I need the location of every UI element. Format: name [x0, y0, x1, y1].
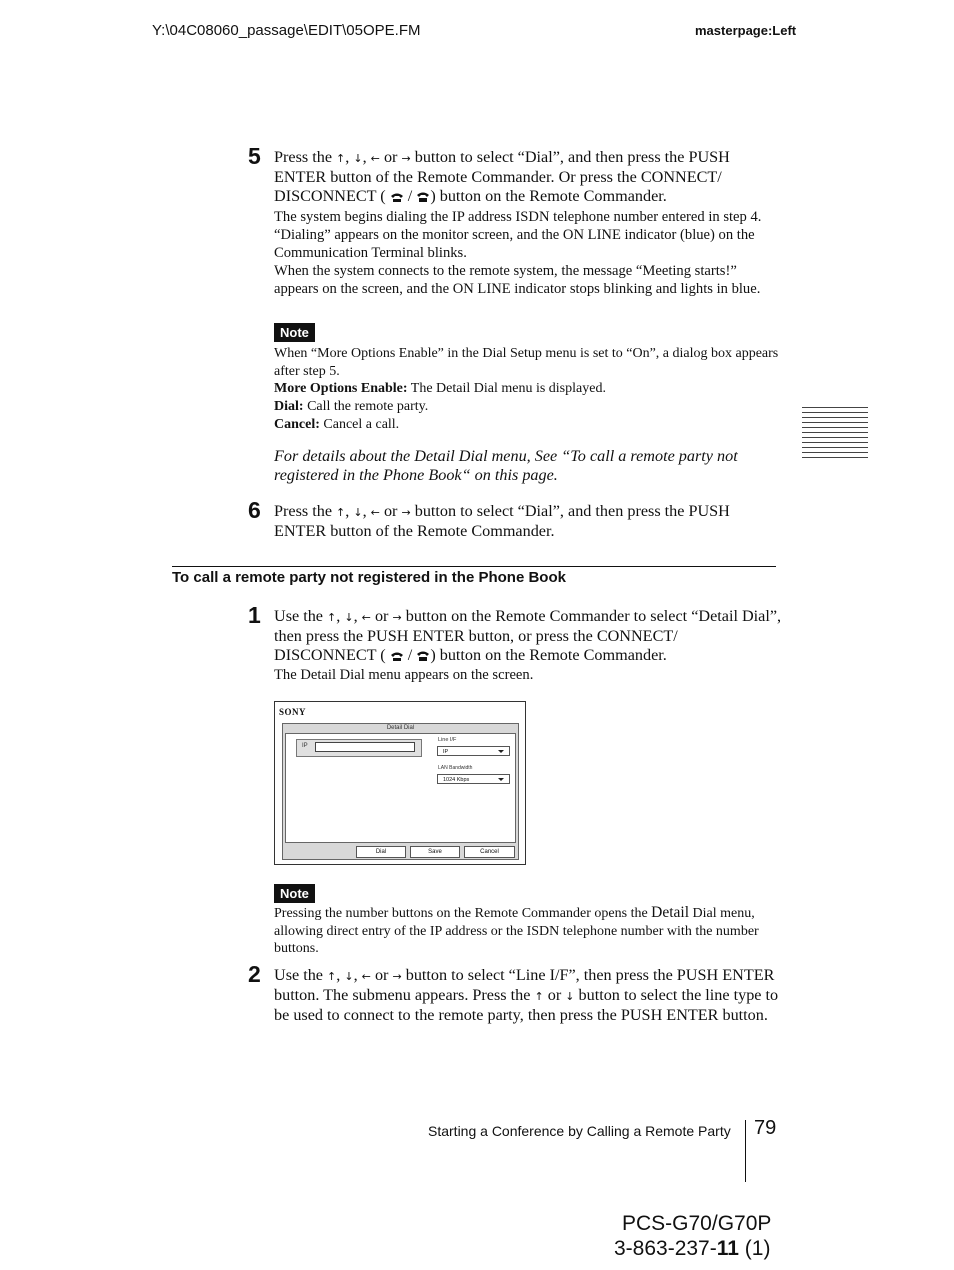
option-text: Call the remote party.: [303, 399, 429, 414]
chevron-down-icon: [498, 778, 504, 781]
note-1-option-dial: [274, 398, 779, 416]
step-1-slash: /: [407, 646, 413, 664]
code-suffix: (1): [738, 1237, 771, 1260]
option-label: More Options Enable:: [274, 381, 408, 396]
step-5-text-or: or: [383, 148, 398, 166]
step-6-instruction: Press the ↑, ↓, ← or → button to select “Dial”, and then press the PUSH ENTER button of the Remote Commander.: [274, 502, 730, 540]
note-1-option-cancel: [274, 416, 779, 434]
option-label: Dial:: [274, 399, 304, 414]
right-arrow-icon: →: [392, 611, 402, 624]
lan-bandwidth-select[interactable]: [437, 774, 510, 784]
up-arrow-icon: ↑: [336, 506, 346, 519]
left-arrow-icon: ←: [361, 970, 371, 983]
phone-handset-icon: [390, 651, 404, 662]
phone-hangup-icon: [416, 651, 430, 662]
step-1-text-b: button on the Remote Commander to select “Detail Dial”, then press the PUSH ENTER button, or press the CONNECT/ DISCONNECT (: [274, 607, 782, 664]
step-number-2: 2: [248, 961, 261, 987]
step-6-text-a: Press the: [274, 502, 332, 520]
step-5-detail-2: When the system connects to the remote system, the message “Meeting starts!” appears on the screen, and the ON LINE indicator stops blinking and lights in blue.: [274, 263, 761, 297]
save-button[interactable]: Save: [410, 846, 460, 858]
code-prefix: 3-863-237-: [614, 1237, 717, 1260]
note-1-text: When “More Options Enable” in the Dial Setup menu is set to “On”, a dialog box appears after step 5.: [274, 346, 779, 379]
step-5-text-c: ) button on the Remote Commander.: [430, 187, 667, 205]
step-6-text-or: or: [383, 502, 398, 520]
model-number: PCS-G70/G70P: [622, 1212, 772, 1235]
right-arrow-icon: →: [401, 152, 411, 165]
left-arrow-icon: ←: [370, 152, 380, 165]
down-arrow-icon: ↓: [344, 611, 354, 624]
step-5-slash: /: [407, 187, 413, 205]
step-2-text-c: button to select the line type to be used to connect to the remote party, then press the PUSH ENTER button.: [274, 986, 779, 1024]
phone-hangup-icon: [416, 192, 430, 203]
cancel-button[interactable]: Cancel: [464, 846, 515, 858]
line-if-select[interactable]: [437, 746, 510, 756]
step-number-5: 5: [248, 143, 261, 169]
up-arrow-icon: ↑: [534, 990, 544, 1003]
step-1-detail: The Detail Dial menu appears on the screen.: [274, 667, 534, 683]
lan-bandwidth-value: 1024 Kbps: [443, 777, 470, 783]
window-title: Detail Dial: [386, 725, 415, 731]
detail-dial-screen: [274, 701, 526, 865]
step-5-detail-1: The system begins dialing the IP address ISDN telephone number entered in step 4. “Dialing” appears on the monitor screen, and the ON LINE indicator (blue) on the Communication Terminal blinks.: [274, 209, 762, 261]
down-arrow-icon: ↓: [353, 152, 363, 165]
chevron-down-icon: [498, 750, 504, 753]
step-2-text-or: or: [374, 966, 389, 984]
option-label: Cancel:: [274, 417, 320, 432]
up-arrow-icon: ↑: [327, 970, 337, 983]
step-1-text-or: or: [374, 607, 389, 625]
step-1-instruction: Use the ↑, ↓, ← or → button on the Remote Commander to select “Detail Dial”, then press the PUSH ENTER button, or press the CONNECT/ DISCONNECT ( / ) button on the Remote Commander.: [274, 607, 782, 664]
ip-label: IP: [302, 743, 308, 749]
left-arrow-icon: ←: [361, 611, 371, 624]
step-2-text-a: Use the: [274, 966, 323, 984]
document-code: [614, 1237, 770, 1261]
step-1-text-c: ) button on the Remote Commander.: [430, 646, 667, 664]
ip-address-input[interactable]: [315, 742, 415, 752]
file-path-header: Y:\04C08060_passage\EDIT\05OPE.FM: [152, 22, 421, 39]
line-if-value: IP: [443, 749, 449, 755]
step-1-text-a: Use the: [274, 607, 323, 625]
option-text: The Detail Dial menu is displayed.: [407, 381, 606, 396]
code-revision: 11: [716, 1237, 739, 1260]
down-arrow-icon: ↓: [344, 970, 354, 983]
step-5-instruction: Press the ↑, ↓, ← or → button to select “Dial”, and then press the PUSH ENTER button of the Remote Commander. Or press the CONNECT/ DISCONNECT ( / ) button on the Remote Commander.: [274, 148, 730, 205]
note-1-cross-reference: For details about the Detail Dial menu, See “To call a remote party not registered in the Phone Book“ on this page.: [274, 447, 738, 484]
note-1-option-more: [274, 380, 779, 398]
down-arrow-icon: ↓: [353, 506, 363, 519]
note-2-detail-word: Detail: [651, 904, 690, 921]
step-number-1: 1: [248, 602, 261, 628]
line-if-label: Line I/F: [438, 737, 457, 743]
step-number-6: 6: [248, 497, 261, 523]
note-badge: Note: [274, 323, 315, 342]
note-2-text-b: Dial menu, allowing direct entry of the IP address or the ISDN telephone number with the number buttons.: [274, 906, 759, 956]
phone-handset-icon: [390, 192, 404, 203]
step-2-text-b: button to select “Line I/F”, then press the PUSH ENTER button. The submenu appears. Press the: [274, 966, 775, 1004]
up-arrow-icon: ↑: [336, 152, 346, 165]
section-title: To call a remote party not registered in the Phone Book: [172, 569, 566, 586]
ip-field-group: [296, 739, 422, 757]
step-2-text-or-2: or: [547, 986, 562, 1004]
note-2-text: [274, 904, 779, 958]
step-6-text-b: button to select “Dial”, and then press the PUSH ENTER button of the Remote Commander.: [274, 502, 730, 540]
sony-logo: SONY: [279, 707, 307, 717]
lan-bandwidth-label: LAN Bandwidth: [438, 765, 473, 771]
window-body: [285, 733, 516, 843]
right-arrow-icon: →: [401, 506, 411, 519]
option-text: Cancel a call.: [319, 417, 400, 432]
masterpage-label: masterpage:Left: [695, 23, 797, 38]
note-badge: Note: [274, 884, 315, 903]
section-rule: [172, 566, 776, 567]
right-arrow-icon: →: [392, 970, 402, 983]
footer-divider: [745, 1120, 746, 1182]
note-2-text-a: Pressing the number buttons on the Remote Commander opens the: [274, 906, 652, 921]
step-5-text-b: button to select “Dial”, and then press the PUSH ENTER button of the Remote Commander. Or press the CONNECT/ DISCONNECT (: [274, 148, 730, 205]
detail-dial-window: [282, 723, 519, 860]
left-arrow-icon: ←: [370, 506, 380, 519]
up-arrow-icon: ↑: [327, 611, 337, 624]
page-number: 79: [754, 1117, 777, 1139]
dial-button[interactable]: Dial: [356, 846, 406, 858]
step-2-instruction: Use the ↑, ↓, ← or → button to select “Line I/F”, then press the PUSH ENTER button. The submenu appears. Press the ↑ or ↓ button to select the line type to be used to connect to the remote party, then press the PUSH ENTER button.: [274, 966, 779, 1024]
footer-section-title: Starting a Conference by Calling a Remote Party: [428, 1123, 731, 1139]
down-arrow-icon: ↓: [565, 990, 575, 1003]
step-5-text-a: Press the: [274, 148, 332, 166]
